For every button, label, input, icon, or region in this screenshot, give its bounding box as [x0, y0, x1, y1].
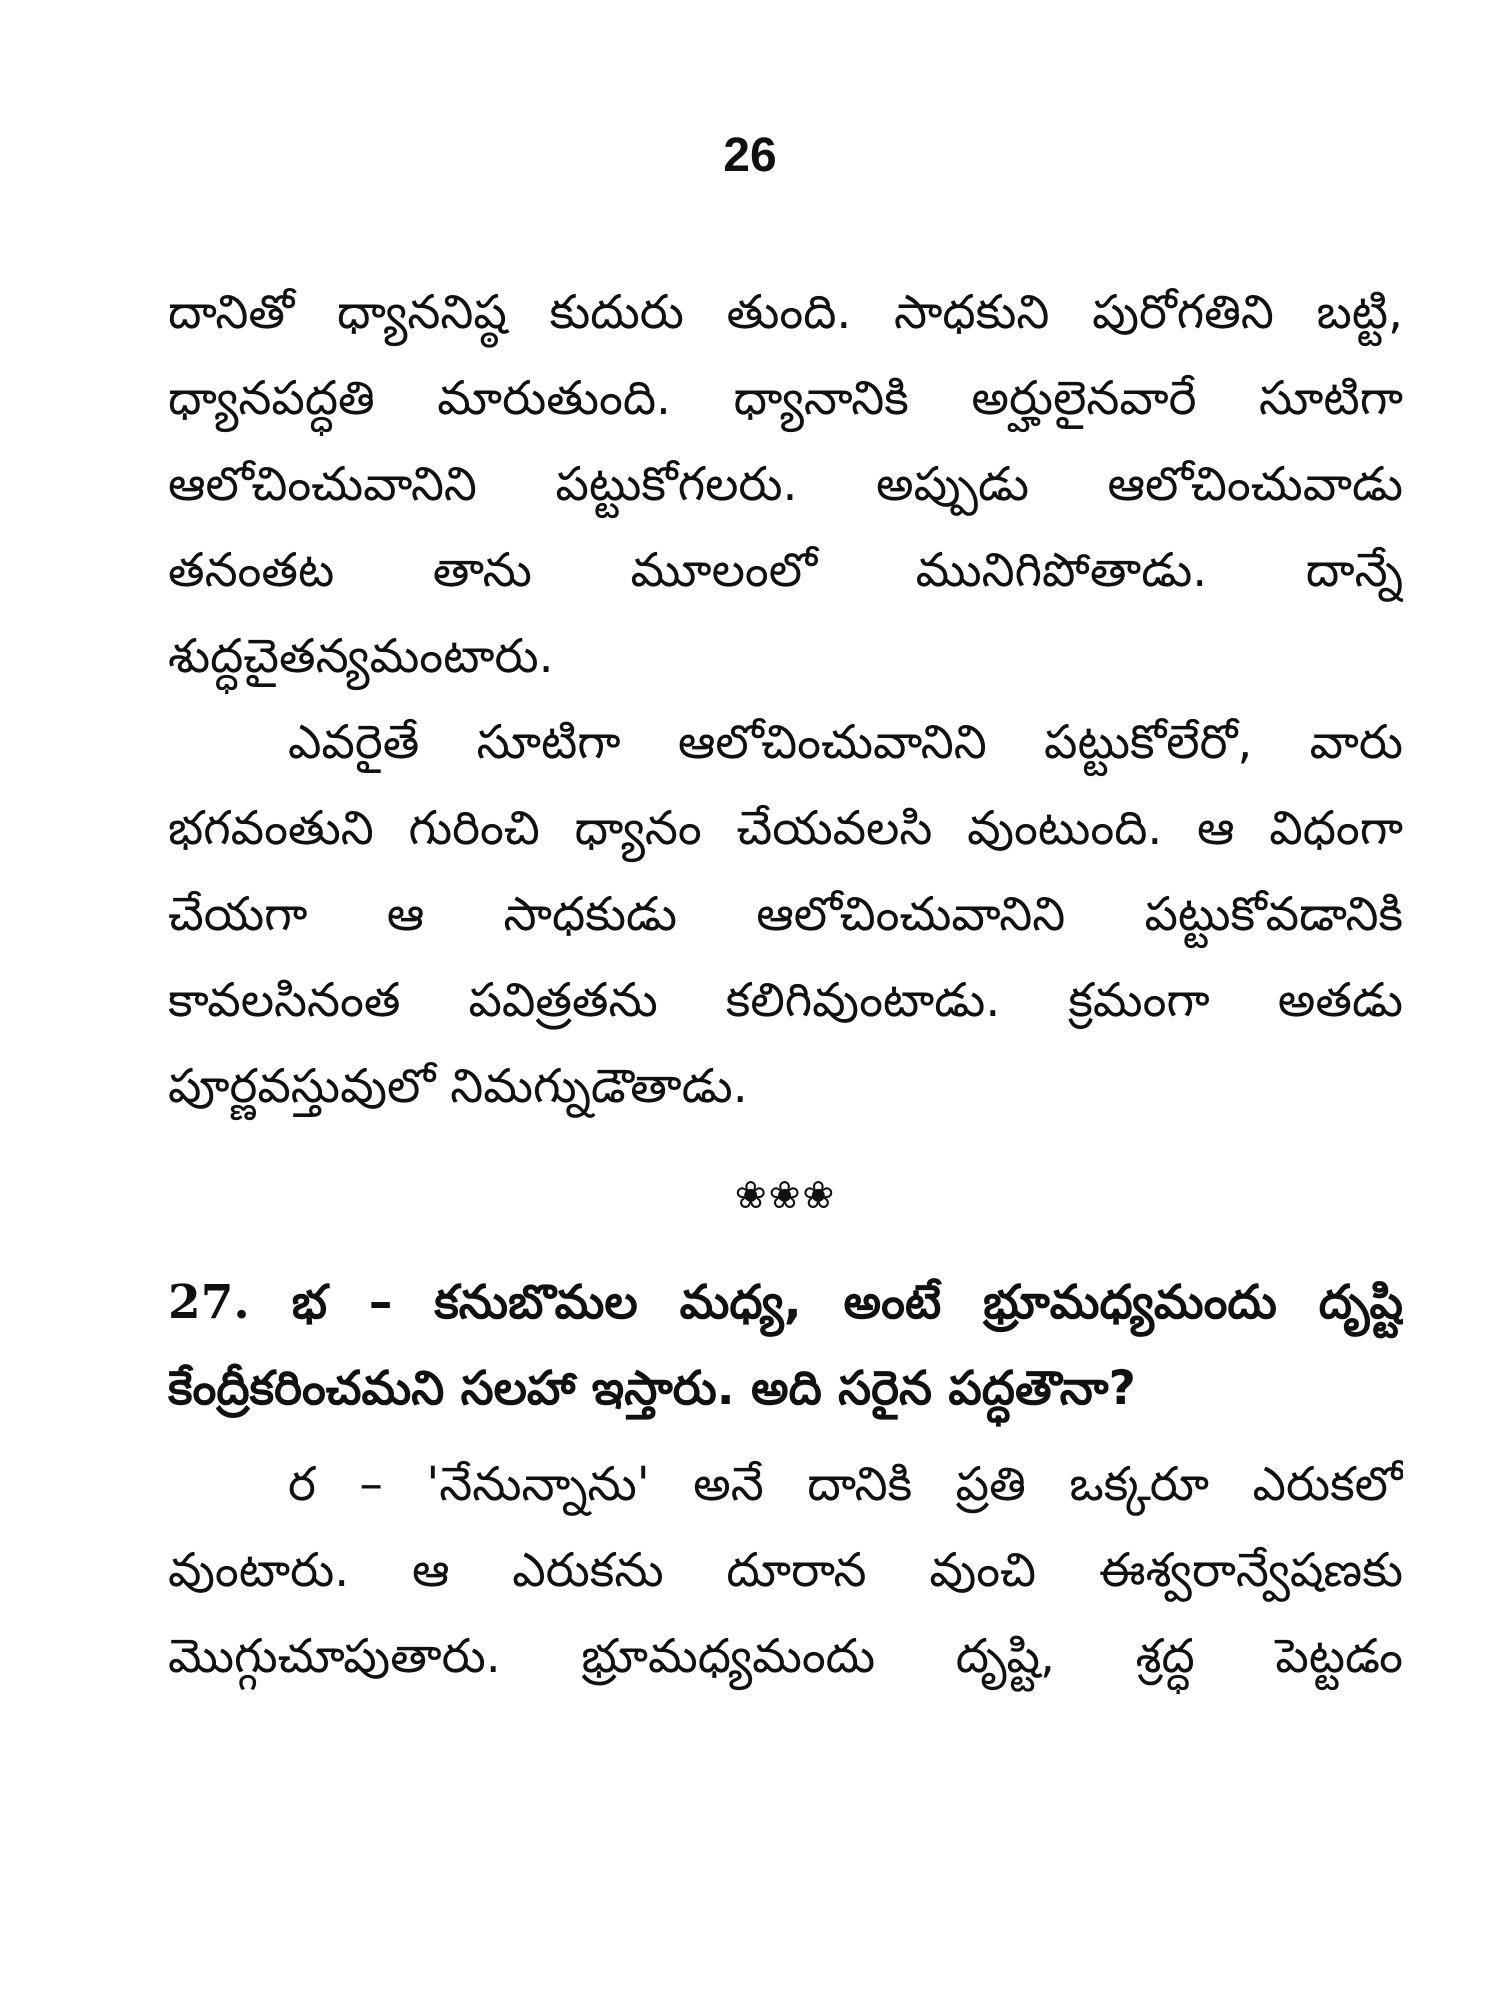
- question-line: కేంద్రీకరించమని సలహా ఇస్తారు. అది సరైన పద్ధతౌనా?: [168, 1361, 1136, 1416]
- question-line: [168, 1260, 1403, 1346]
- text-line: శుద్ధచైతన్యమంటారు.: [168, 629, 554, 684]
- answer-paragraph: [168, 1442, 1403, 1700]
- text-line: చేయగా ఆ సాధకుడు ఆలోచించువానిని పట్టుకోవడానికి: [168, 887, 1403, 942]
- text-line: ఆలోచించువానిని పట్టుకోగలరు. అప్పుడు ఆలోచించువాడు: [168, 457, 1403, 512]
- text-line: మొగ్గుచూపుతారు. భ్రూమధ్యమందు దృష్టి, శ్రద్ధ పెట్టడం: [168, 1629, 1403, 1684]
- question-text: భ – కనుబొమల మధ్య, అంటే భ్రూమధ్యమందు దృష్టి: [291, 1275, 1403, 1330]
- text-line: ర – 'నేనున్నాను' అనే దానికి ప్రతి ఒక్కరూ ఎరుకలో: [288, 1457, 1403, 1512]
- text-line: ఎవరైతే సూటిగా ఆలోచించువానిని పట్టుకోలేరో, వారు: [288, 715, 1403, 770]
- text-line: ధ్యానపద్ధతి మారుతుంది. ధ్యానానికి అర్హులైనవారే సూటిగా: [168, 371, 1403, 426]
- text-line: తనంతట తాను మూలంలో మునిగిపోతాడు. దాన్నే: [168, 543, 1403, 598]
- text-line: కావలసినంత పవిత్రతను కలిగివుంటాడు. క్రమంగా అతడు: [168, 973, 1403, 1028]
- paragraph-1: [168, 270, 1403, 700]
- paragraph-2: [168, 700, 1403, 1130]
- page-number: 26: [723, 129, 777, 182]
- text-line: పూర్ణవస్తువులో నిమగ్నుడౌతాడు.: [168, 1059, 748, 1114]
- question-number: 27.: [168, 1275, 250, 1330]
- page-body: [168, 270, 1403, 1700]
- spacer: [168, 1432, 1403, 1442]
- text-line: వుంటారు. ఆ ఎరుకను దూరాన వుంచి ఈశ్వరాన్వేషణకు: [168, 1543, 1403, 1598]
- question-27: [168, 1260, 1403, 1432]
- text-line: భగవంతుని గురించి ధ్యానం చేయవలసి వుంటుంది. ఆ విధంగా: [168, 801, 1403, 856]
- section-ornament: ❀❀❀: [734, 1173, 837, 1217]
- text-line: దానితో ధ్యాననిష్ఠ కుదురు తుంది. సాధకుని పురోగతిని బట్టి,: [168, 285, 1403, 340]
